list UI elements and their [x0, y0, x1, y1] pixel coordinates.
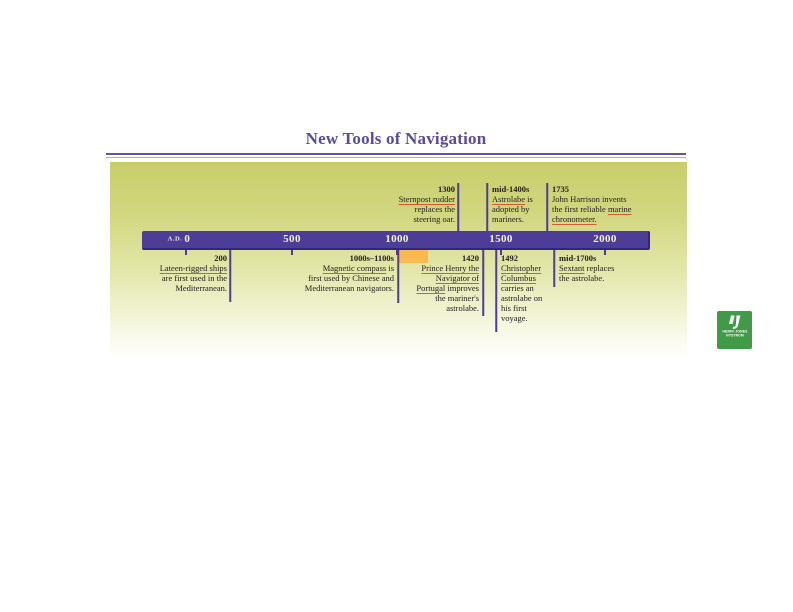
axis-tick-500 [291, 250, 293, 255]
event-text-line [552, 194, 632, 204]
plain-text: carries an [501, 283, 534, 293]
event-text-line [399, 194, 455, 204]
event-text-line [501, 263, 542, 273]
axis-label-2000: 2000 [593, 233, 617, 245]
key-term: Christopher [501, 263, 542, 273]
plain-text: replaces [584, 263, 615, 273]
key-term: Magnetic compass [322, 263, 387, 273]
event-text-line [416, 283, 479, 293]
event-text-line [492, 214, 533, 224]
event-text-line [501, 313, 542, 323]
plain-text: is [525, 194, 533, 204]
plain-text: first used by Chinese and [308, 273, 394, 283]
plain-text: voyage. [501, 313, 528, 323]
axis-label-1500: 1500 [489, 233, 513, 245]
key-term: Columbus [501, 273, 536, 283]
event-connector-1000s-1100s [397, 250, 399, 303]
era-prefix: A.D. [167, 235, 185, 243]
event-year: 1000s–1100s [349, 253, 394, 263]
publisher-logo [717, 311, 752, 349]
plain-text: Mediterranean navigators. [304, 283, 394, 293]
publisher-name-line1: HERFF JONES [722, 329, 747, 334]
plain-text: mariners. [492, 214, 524, 224]
event-text-line [160, 263, 227, 273]
herff-jones-monogram-icon [727, 314, 743, 330]
event-connector-1492 [495, 250, 497, 332]
plain-text: the first reliable [552, 204, 608, 214]
event-year: mid-1700s [559, 253, 597, 263]
event-text-line [305, 273, 394, 283]
key-term: marine [607, 204, 632, 214]
event-connector-mid-1700s [553, 250, 555, 287]
event-text-line [160, 283, 227, 293]
plain-text: is [386, 263, 394, 273]
title-divider-rule [106, 153, 686, 158]
event-text-line [416, 273, 479, 283]
plain-text: Mediterranean. [175, 283, 227, 293]
plain-text: improves [445, 283, 479, 293]
timeline-event-mid-1700s [559, 253, 614, 283]
event-text-line [416, 303, 479, 313]
key-term: Astrolabe [492, 194, 526, 204]
event-text-line [501, 283, 542, 293]
plain-text: the mariner's [435, 293, 479, 303]
timeline-event-1300 [399, 184, 455, 224]
timeline-event-mid-1400s [492, 184, 533, 224]
event-year: 1420 [462, 253, 479, 263]
axis-label-0: A.D. 0 [167, 233, 191, 245]
event-year: mid-1400s [492, 184, 530, 194]
page-title: New Tools of Navigation [305, 129, 487, 148]
event-text-line [552, 204, 632, 214]
plain-text: steering oar. [413, 214, 455, 224]
plain-text: replaces the [414, 204, 455, 214]
publisher-logo-text [717, 330, 752, 337]
event-text-line [492, 204, 533, 214]
key-term: Navigator of [435, 273, 479, 283]
event-connector-1300 [457, 183, 459, 232]
plain-text: astrolabe on [501, 293, 543, 303]
plain-text: adopted by [492, 204, 530, 214]
timeline-event-1420 [416, 253, 479, 313]
key-term: chronometer. [552, 214, 597, 224]
timeline-event-1000s-1100s [305, 253, 394, 293]
event-text-line [416, 263, 479, 273]
event-connector-1420 [482, 250, 484, 316]
axis-label-1000: 1000 [385, 233, 409, 245]
event-text-line [501, 293, 542, 303]
event-text-line [305, 263, 394, 273]
event-text-line [552, 214, 632, 224]
event-text-line [399, 214, 455, 224]
plain-text: astrolabe. [446, 303, 479, 313]
key-term: Sextant [559, 263, 585, 273]
event-year: 200 [214, 253, 227, 263]
event-text-line [501, 303, 542, 313]
event-text-line [559, 263, 614, 273]
event-connector-mid-1400s [486, 183, 488, 232]
publisher-name-line2: NYSTROM [725, 333, 744, 337]
key-term: Portugal [416, 283, 446, 293]
plain-text: the astrolabe. [559, 273, 605, 283]
event-text-line [492, 194, 533, 204]
event-text-line [399, 204, 455, 214]
timeline-event-1735 [552, 184, 632, 224]
timeline-event-1492 [501, 253, 542, 323]
key-term: Lateen-rigged ships [159, 263, 227, 273]
event-connector-200 [229, 250, 231, 302]
key-term: Sternpost rudder [398, 194, 455, 204]
plain-text: John Harrison invents [552, 194, 627, 204]
event-year: 1735 [552, 184, 569, 194]
axis-label-500: 500 [283, 233, 301, 245]
plain-text: his first [501, 303, 527, 313]
event-text-line [416, 293, 479, 303]
timeline-event-200 [160, 253, 227, 293]
plain-text: are first used in the [161, 273, 227, 283]
key-term: Prince Henry the [421, 263, 479, 273]
event-text-line [559, 273, 614, 283]
event-text-line [305, 283, 394, 293]
event-text-line [160, 273, 227, 283]
event-connector-1735 [546, 183, 548, 232]
event-text-line [501, 273, 542, 283]
event-year: 1492 [501, 253, 518, 263]
event-year: 1300 [438, 184, 455, 194]
